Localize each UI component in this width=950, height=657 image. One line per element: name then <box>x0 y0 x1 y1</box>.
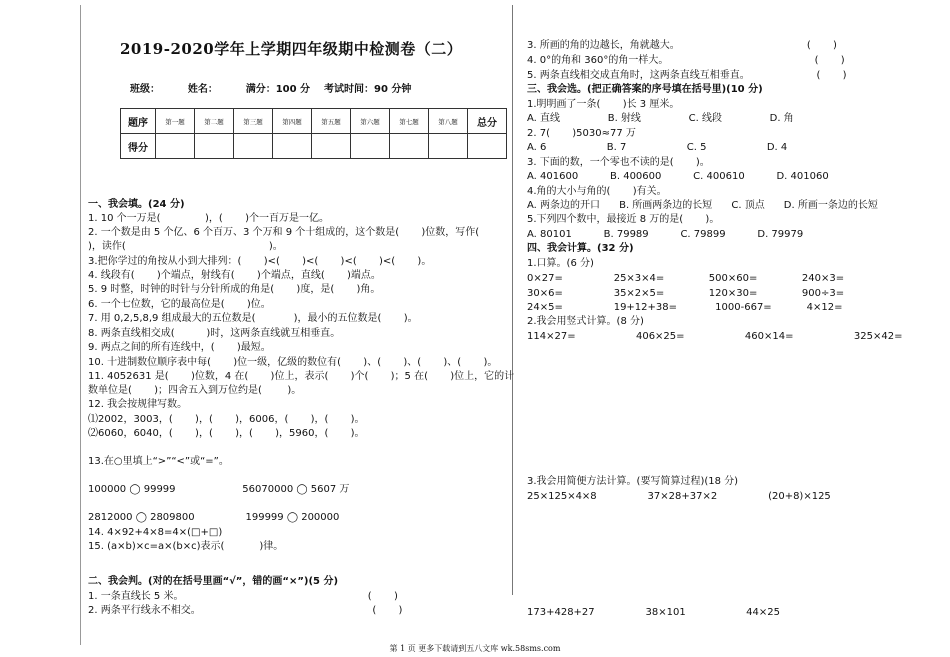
question-line: ⑵6060，6040，( )，( )，( )，5960，( )。 <box>88 428 365 439</box>
question-line: 2.我会用竖式计算。(8 分) <box>527 316 644 327</box>
question-line: 173+428+27 38×101 44×25 <box>527 607 780 618</box>
question-line: 1. 10 个一万是( )，( )个一百万是一亿。 <box>88 213 329 224</box>
score-cell[interactable] <box>351 134 390 159</box>
question-line: A. 直线 B. 射线 C. 线段 D. 角 <box>527 113 794 124</box>
question-line: 100000 ◯ 99999 56070000 ◯ 5607 万 <box>88 484 350 495</box>
question-line: A. 80101 B. 79989 C. 79899 D. 79979 <box>527 229 804 240</box>
question-line: 10. 十进制数位顺序表中每( )位一级，亿级的数位有( )、( )、( )、( )。 <box>88 357 498 368</box>
question-line: A. 6 B. 7 C. 5 D. 4 <box>527 142 788 153</box>
question-line: 24×5= 19+12+38= 1000-667= 4×12= <box>527 302 843 313</box>
question-line: 14. 4×92+4×8=4×(□+□) <box>88 527 223 538</box>
exam-info: 班级： 姓名： 满分：100 分 考试时间：90 分钟 <box>130 84 412 95</box>
question-line: 25×125×4×8 37×28+37×2 (20+8)×125 <box>527 491 831 502</box>
score-table <box>120 108 507 159</box>
column-divider <box>512 5 513 595</box>
question-line: 4.角的大小与角的( )有关。 <box>527 186 667 197</box>
score-cell[interactable] <box>273 134 312 159</box>
question-line: 5. 9 时整，时钟的时针与分针所成的角是( )度，是( )角。 <box>88 284 381 295</box>
header-cell: 第一题 <box>156 109 195 134</box>
header-cell: 第四题 <box>273 109 312 134</box>
question-line: 3. 下面的数，一个零也不读的是( )。 <box>527 157 710 168</box>
question-line: 30×6= 35×2×5= 120×30= 900÷3= <box>527 288 845 299</box>
question-line: 1.明明画了一条( )长 3 厘米。 <box>527 99 680 110</box>
row-label-order: 题序 <box>121 109 156 134</box>
score-table-header-row <box>121 109 507 134</box>
section-heading: 四、我会计算。(32 分) <box>527 243 634 254</box>
question-line: 9. 两点之间的所有连线中，( )最短。 <box>88 342 271 353</box>
score-cell[interactable] <box>390 134 429 159</box>
question-line: 2. 两条平行线永不相交。 ( ) <box>88 605 403 616</box>
header-cell: 第五题 <box>312 109 351 134</box>
score-cell[interactable] <box>234 134 273 159</box>
section-heading: 二、我会判。(对的在括号里画“√”，错的画“×”)(5 分) <box>88 576 339 587</box>
question-line: 11. 4052631 是( )位数，4 在( )位上，表示( )个( )；5 在( )位上，它的计 <box>88 371 515 382</box>
question-line: 4. 0°的角和 360°的角一样大。 ( ) <box>527 55 845 66</box>
question-line: 3.我会用简便方法计算。(要写简算过程)(18 分) <box>527 476 739 487</box>
question-line: 1.口算。(6 分) <box>527 258 594 269</box>
question-line: 2812000 ◯ 2809800 199999 ◯ 200000 <box>88 512 340 523</box>
section-heading: 一、我会填。(24 分) <box>88 199 185 210</box>
question-line: ⑴2002，3003，( )，( )，6006，( )，( )。 <box>88 414 365 425</box>
question-line: 8. 两条直线相交成( )时，这两条直线就互相垂直。 <box>88 328 341 339</box>
question-line: 3.把你学过的角按从小到大排列：( )<( )<( )<( )<( )。 <box>88 256 432 267</box>
question-line: A. 两条边的开口 B. 所画两条边的长短 C. 顶点 D. 所画一条边的长短 <box>527 200 878 211</box>
score-cell[interactable] <box>156 134 195 159</box>
header-cell: 第三题 <box>234 109 273 134</box>
header-total: 总分 <box>468 109 507 134</box>
question-line: 2. 7( )5030≈77 万 <box>527 128 636 139</box>
score-cell[interactable] <box>429 134 468 159</box>
header-cell: 第六题 <box>351 109 390 134</box>
question-line: A. 401600 B. 400600 C. 400610 D. 401060 <box>527 171 829 182</box>
score-cell[interactable] <box>195 134 234 159</box>
exam-title: 2019-2020学年上学期四年级期中检测卷（二） <box>120 40 463 58</box>
section-heading: 三、我会选。(把正确答案的序号填在括号里)(10 分) <box>527 84 763 95</box>
question-line: 5.下列四个数中，最接近 8 万的是( )。 <box>527 214 720 225</box>
question-line: 114×27= 406×25= 460×14= 325×42= <box>527 331 903 342</box>
question-line: 3. 所画的角的边越长，角就越大。 ( ) <box>527 40 837 51</box>
score-cell[interactable] <box>312 134 351 159</box>
question-line: 12. 我会按规律写数。 <box>88 399 188 410</box>
question-line: 2. 一个数是由 5 个亿、6 个百万、3 个万和 9 个十组成的，这个数是( )位数，写作( <box>88 227 480 238</box>
question-line: )，读作( )。 <box>88 241 283 252</box>
question-line: 数单位是( )；四舍五入到万位约是( )。 <box>88 385 302 396</box>
question-line: 5. 两条直线相交成直角时，这两条直线互相垂直。 ( ) <box>527 70 847 81</box>
header-cell: 第二题 <box>195 109 234 134</box>
score-table-score-row <box>121 134 507 159</box>
row-label-score: 得分 <box>121 134 156 159</box>
question-line: 7. 用 0,2,5,8,9 组成最大的五位数是( )，最小的五位数是( )。 <box>88 313 418 324</box>
question-line: 15. (a×b)×c=a×(b×c)表示( )律。 <box>88 541 284 552</box>
question-line: 13.在○里填上“>”“<”或“=”。 <box>88 456 229 467</box>
question-line: 0×27= 25×3×4= 500×60= 240×3= <box>527 273 845 284</box>
header-cell: 第七题 <box>390 109 429 134</box>
score-cell-total[interactable] <box>468 134 507 159</box>
question-line: 1. 一条直线长 5 米。 ( ) <box>88 591 398 602</box>
header-cell: 第八题 <box>429 109 468 134</box>
page-footer: 第 1 页 更多下载请到五八文库 wk.58sms.com <box>389 644 561 653</box>
question-line: 6. 一个七位数，它的最高位是( )位。 <box>88 299 271 310</box>
question-line: 4. 线段有( )个端点，射线有( )个端点，直线( )端点。 <box>88 270 381 281</box>
